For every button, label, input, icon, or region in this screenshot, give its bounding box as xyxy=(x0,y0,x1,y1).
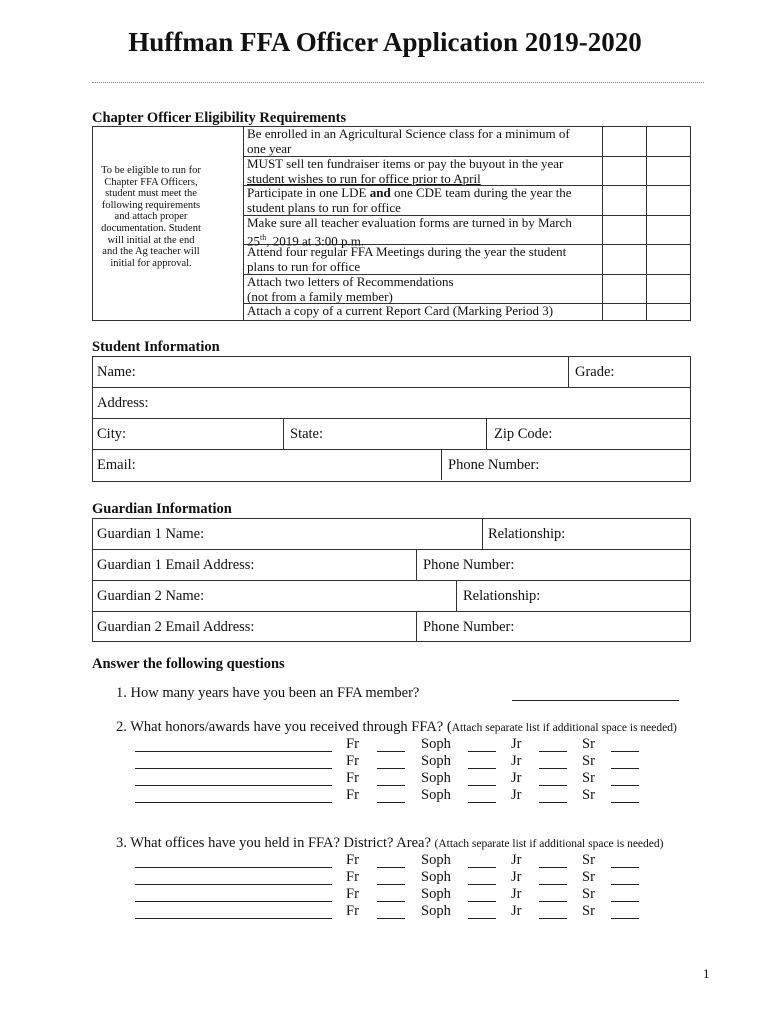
sophomore-blank[interactable] xyxy=(468,884,496,885)
senior-label: Sr xyxy=(582,886,595,902)
freshman-blank[interactable] xyxy=(377,867,405,868)
requirement-row: MUST sell ten fundraiser items or pay the buyout in the year student wishes to run for office prior to April xyxy=(243,157,602,186)
guardian-row xyxy=(93,519,690,550)
teacher-initial-box[interactable] xyxy=(646,186,690,216)
freshman-label: Fr xyxy=(346,852,359,868)
student-initial-box[interactable] xyxy=(602,245,646,275)
student-info-grid xyxy=(92,356,691,482)
requirement-row: Be enrolled in an Agricultural Science class for a minimum of one year xyxy=(243,127,602,157)
years-member-blank[interactable] xyxy=(512,700,679,701)
eligibility-side-cell xyxy=(93,127,244,320)
junior-label: Jr xyxy=(511,869,522,885)
guardian1-name-field[interactable]: Guardian 1 Name: xyxy=(97,526,205,542)
guardian2-phone-field[interactable]: Phone Number: xyxy=(416,612,690,642)
sophomore-label: Soph xyxy=(421,903,451,919)
senior-label: Sr xyxy=(582,770,595,786)
name-field[interactable]: Name: xyxy=(97,364,136,380)
sophomore-blank[interactable] xyxy=(468,901,496,902)
requirement-row: Attend four regular FFA Meetings during the year the student plans to run for office xyxy=(243,245,602,275)
guardian-row xyxy=(93,581,690,612)
requirement-row: Attach a copy of a current Report Card (Marking Period 3) xyxy=(247,303,554,318)
guardian-info-grid xyxy=(92,518,691,642)
senior-label: Sr xyxy=(582,787,595,803)
student-row xyxy=(93,450,690,481)
guardian2-email-field[interactable]: Guardian 2 Email Address: xyxy=(97,619,255,635)
sophomore-label: Soph xyxy=(421,736,451,752)
honor-blank[interactable] xyxy=(135,768,332,769)
eligibility-table xyxy=(92,126,691,321)
office-blank[interactable] xyxy=(135,867,332,868)
email-field[interactable]: Email: xyxy=(97,457,136,473)
senior-blank[interactable] xyxy=(611,802,639,803)
sophomore-blank[interactable] xyxy=(468,918,496,919)
sophomore-blank[interactable] xyxy=(468,867,496,868)
page-number: 1 xyxy=(703,966,710,981)
senior-blank[interactable] xyxy=(611,867,639,868)
freshman-blank[interactable] xyxy=(377,884,405,885)
sophomore-label: Soph xyxy=(421,852,451,868)
student-initial-box[interactable] xyxy=(602,275,646,304)
junior-blank[interactable] xyxy=(539,918,567,919)
senior-blank[interactable] xyxy=(611,751,639,752)
teacher-initial-box[interactable] xyxy=(646,157,690,186)
guardian-heading: Guardian Information xyxy=(92,501,232,517)
city-field[interactable]: City: xyxy=(97,426,127,442)
requirement-row: Attach two letters of Recommendations (not from a family member) xyxy=(243,275,602,304)
question-1: 1. How many years have you been an FFA member? xyxy=(116,685,420,701)
freshman-blank[interactable] xyxy=(377,918,405,919)
junior-blank[interactable] xyxy=(539,768,567,769)
office-blank[interactable] xyxy=(135,901,332,902)
senior-label: Sr xyxy=(582,753,595,769)
junior-label: Jr xyxy=(511,903,522,919)
junior-label: Jr xyxy=(511,753,522,769)
guardian2-relationship-field[interactable]: Relationship: xyxy=(456,581,690,611)
guardian2-name-field[interactable]: Guardian 2 Name: xyxy=(97,588,205,604)
guardian-row xyxy=(93,612,690,643)
sophomore-label: Soph xyxy=(421,787,451,803)
senior-blank[interactable] xyxy=(611,768,639,769)
guardian1-email-field[interactable]: Guardian 1 Email Address: xyxy=(97,557,255,573)
junior-blank[interactable] xyxy=(539,867,567,868)
guardian1-phone-field[interactable]: Phone Number: xyxy=(416,550,690,580)
honor-blank[interactable] xyxy=(135,802,332,803)
freshman-blank[interactable] xyxy=(377,901,405,902)
state-field[interactable]: State: xyxy=(283,419,486,449)
junior-blank[interactable] xyxy=(539,802,567,803)
guardian1-relationship-field[interactable]: Relationship: xyxy=(482,519,690,549)
sophomore-blank[interactable] xyxy=(468,785,496,786)
senior-blank[interactable] xyxy=(611,918,639,919)
zip-field[interactable]: Zip Code: xyxy=(486,419,690,449)
phone-field[interactable]: Phone Number: xyxy=(441,450,690,480)
teacher-initial-box[interactable] xyxy=(646,245,690,275)
freshman-blank[interactable] xyxy=(377,802,405,803)
guardian-row xyxy=(93,550,690,581)
sophomore-label: Soph xyxy=(421,886,451,902)
grade-field[interactable]: Grade: xyxy=(568,357,690,387)
student-row xyxy=(93,357,690,388)
junior-blank[interactable] xyxy=(539,751,567,752)
student-initial-box[interactable] xyxy=(602,157,646,186)
junior-label: Jr xyxy=(511,886,522,902)
eligibility-heading: Chapter Officer Eligibility Requirements xyxy=(92,110,347,126)
requirement-row: Participate in one LDE and one CDE team during the year the student plans to run for office xyxy=(243,186,602,216)
address-field[interactable]: Address: xyxy=(97,395,149,411)
freshman-label: Fr xyxy=(346,770,359,786)
senior-label: Sr xyxy=(582,736,595,752)
freshman-label: Fr xyxy=(346,903,359,919)
junior-label: Jr xyxy=(511,787,522,803)
freshman-label: Fr xyxy=(346,869,359,885)
student-row xyxy=(93,419,690,450)
question-2: 2. What honors/awards have you received through FFA? (Attach separate list if additional space is needed) xyxy=(116,719,677,735)
freshman-label: Fr xyxy=(346,753,359,769)
divider xyxy=(92,82,704,83)
sophomore-blank[interactable] xyxy=(468,768,496,769)
teacher-initial-box[interactable] xyxy=(646,127,690,157)
junior-blank[interactable] xyxy=(539,785,567,786)
sophomore-blank[interactable] xyxy=(468,802,496,803)
freshman-label: Fr xyxy=(346,787,359,803)
requirement-row: Make sure all teacher evaluation forms are turned in by March 25th, 2019 at 3:00 p.m. xyxy=(243,216,602,245)
eligibility-side-note: To be eligible to run for Chapter FFA Officers, student must meet the following requirements and attach proper documentation. Student will initial at the end and the Ag teacher will initial for approval. xyxy=(101,165,201,269)
teacher-initial-box[interactable] xyxy=(646,216,690,245)
freshman-label: Fr xyxy=(346,886,359,902)
sophomore-blank[interactable] xyxy=(468,751,496,752)
student-row xyxy=(93,388,690,419)
student-initial-box[interactable] xyxy=(602,304,646,320)
question-3: 3. What offices have you held in FFA? District? Area? (Attach separate list if additional space is needed) xyxy=(116,835,664,851)
teacher-initial-box[interactable] xyxy=(646,275,690,304)
office-blank[interactable] xyxy=(135,918,332,919)
senior-label: Sr xyxy=(582,852,595,868)
senior-blank[interactable] xyxy=(611,901,639,902)
page-title: Huffman FFA Officer Application 2019-2020 xyxy=(128,27,642,57)
freshman-blank[interactable] xyxy=(377,751,405,752)
junior-blank[interactable] xyxy=(539,884,567,885)
freshman-blank[interactable] xyxy=(377,768,405,769)
honor-blank[interactable] xyxy=(135,751,332,752)
freshman-blank[interactable] xyxy=(377,785,405,786)
office-blank[interactable] xyxy=(135,884,332,885)
student-heading: Student Information xyxy=(92,339,220,355)
honor-blank[interactable] xyxy=(135,785,332,786)
sophomore-label: Soph xyxy=(421,753,451,769)
sophomore-label: Soph xyxy=(421,869,451,885)
student-initial-box[interactable] xyxy=(602,216,646,245)
freshman-label: Fr xyxy=(346,736,359,752)
senior-blank[interactable] xyxy=(611,785,639,786)
junior-blank[interactable] xyxy=(539,901,567,902)
student-initial-box[interactable] xyxy=(602,186,646,216)
teacher-initial-box[interactable] xyxy=(646,304,690,320)
questions-heading: Answer the following questions xyxy=(92,656,285,672)
senior-label: Sr xyxy=(582,903,595,919)
senior-blank[interactable] xyxy=(611,884,639,885)
junior-label: Jr xyxy=(511,736,522,752)
junior-label: Jr xyxy=(511,770,522,786)
junior-label: Jr xyxy=(511,852,522,868)
sophomore-label: Soph xyxy=(421,770,451,786)
student-initial-box[interactable] xyxy=(602,127,646,157)
senior-label: Sr xyxy=(582,869,595,885)
